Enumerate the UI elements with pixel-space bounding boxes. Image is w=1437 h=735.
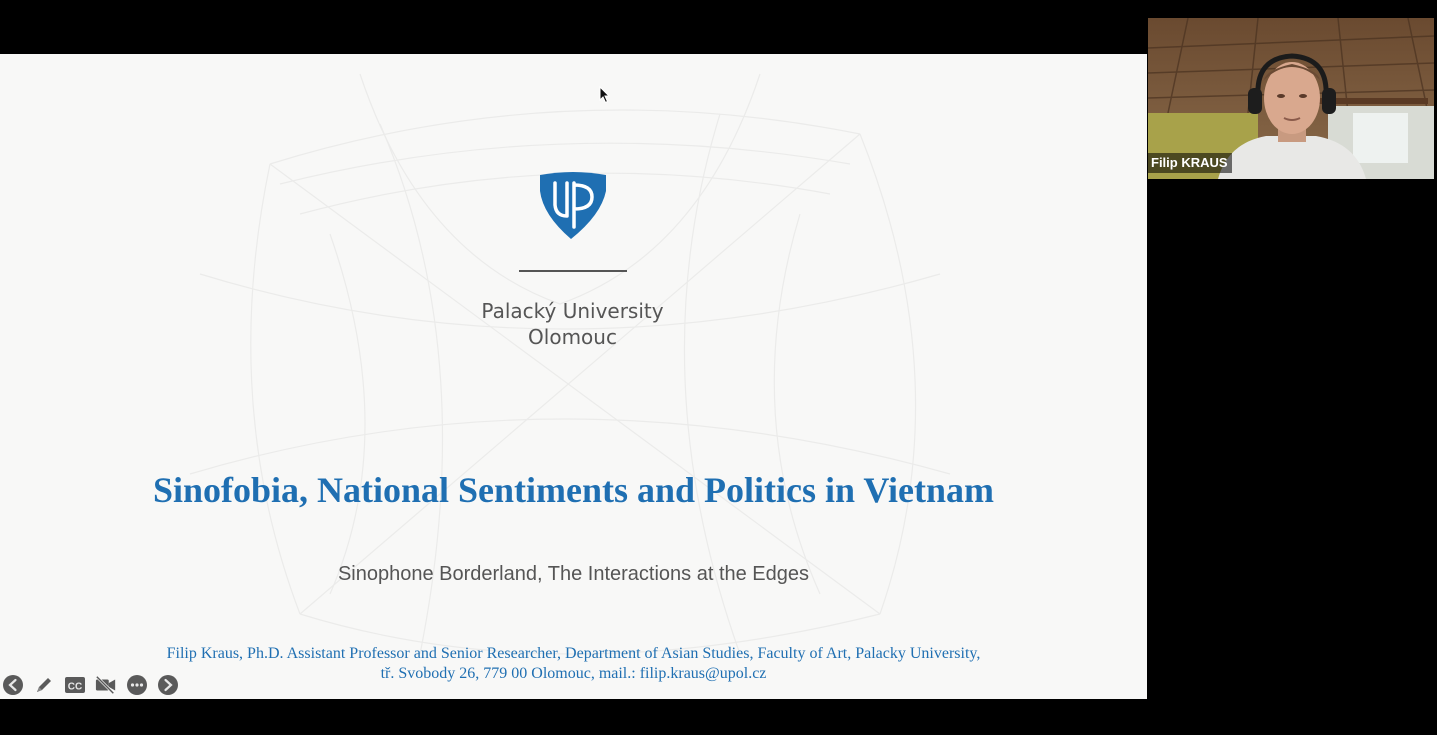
author-credits	[40, 644, 1107, 684]
author-credits-line1: Filip Kraus, Ph.D. Assistant Professor and Senior Researcher, Department of Asian Studies, Faculty of Art, Palacky University,	[166, 645, 981, 662]
mouse-cursor-icon	[599, 86, 611, 104]
video-off-icon	[95, 674, 117, 696]
pen-tool-button[interactable]	[33, 674, 55, 696]
previous-slide-button[interactable]	[2, 674, 24, 696]
shared-slide	[0, 54, 1147, 699]
participant-name-label: Filip KRAUS	[1148, 153, 1232, 173]
closed-caption-icon	[64, 674, 86, 696]
university-name-line2: Olomouc	[528, 325, 617, 349]
participant-video-tile[interactable]	[1148, 18, 1434, 179]
presentation-toolbar	[2, 672, 179, 698]
next-slide-button[interactable]	[157, 674, 179, 696]
slide-subtitle: Sinophone Borderland, The Interactions at the Edges	[337, 563, 810, 585]
university-logo	[537, 171, 609, 243]
logo-divider	[519, 270, 627, 272]
more-icon	[126, 674, 148, 696]
slide-title: Sinofobia, National Sentiments and Politics in Vietnam	[152, 470, 995, 510]
author-credits-line2: tř. Svobody 26, 779 00 Olomouc, mail.: filip.kraus@upol.cz	[380, 665, 767, 682]
university-name	[400, 298, 745, 350]
captions-button[interactable]	[64, 674, 86, 696]
video-toggle-button[interactable]	[95, 674, 117, 696]
more-options-button[interactable]	[126, 674, 148, 696]
svg-text:CC: CC	[67, 681, 83, 693]
pen-icon	[33, 674, 55, 696]
university-name-line1: Palacký University	[481, 299, 664, 323]
slide-background-pattern	[0, 54, 1147, 699]
arrow-right-icon	[157, 674, 179, 696]
arrow-left-icon	[2, 674, 24, 696]
